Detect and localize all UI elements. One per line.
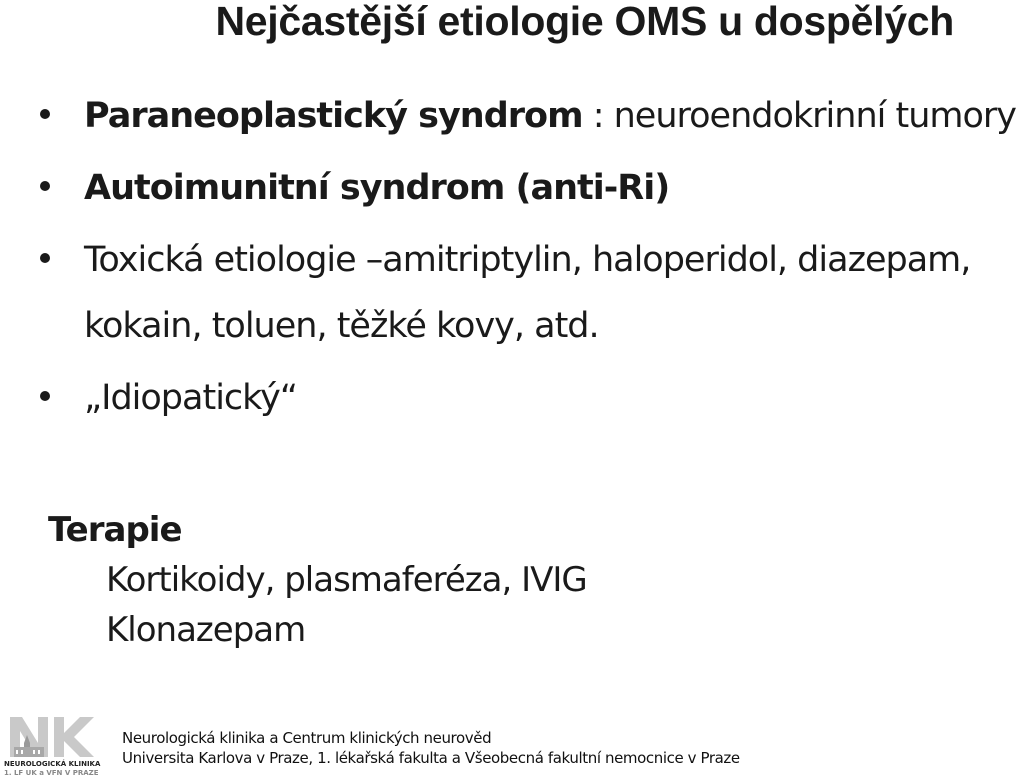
- bullet-continuation: kokain, toluen, těžké kovy, atd.: [84, 306, 599, 346]
- bullet-icon: [40, 181, 50, 191]
- bullet-bold-text: Autoimunitní syndrom (anti-Ri): [84, 168, 670, 208]
- therapy-heading: Terapie: [48, 510, 182, 550]
- therapy-line: Kortikoidy, plasmaferéza, IVIG: [106, 560, 587, 600]
- bullet-icon: [40, 109, 50, 119]
- slide-footer: [0, 708, 960, 780]
- bullet-text: Toxická etiologie –amitriptylin, haloperidol, diazepam,: [84, 240, 971, 280]
- bullet-bold-text: Paraneoplastický syndrom: [84, 96, 583, 136]
- bullet-icon: [40, 253, 50, 263]
- therapy-line: Klonazepam: [106, 610, 306, 650]
- bullet-text: : neuroendokrinní tumory: [582, 96, 1016, 136]
- bullet-icon: [40, 391, 50, 401]
- footer-line-2: Universita Karlova v Praze, 1. lékařská fakulta a Všeobecná fakultní nemocnice v Praze: [122, 749, 740, 767]
- logo-subtext: 1. LF UK a VFN V PRAZE: [4, 769, 99, 777]
- footer-line-1: Neurologická klinika a Centrum klinických neurověd: [122, 729, 492, 747]
- slide-title: Nejčastější etiologie OMS u dospělých: [215, 0, 954, 44]
- bullet-text: „Idiopatický“: [84, 378, 298, 418]
- logo-text: NEUROLOGICKÁ KLINIKA: [4, 760, 101, 768]
